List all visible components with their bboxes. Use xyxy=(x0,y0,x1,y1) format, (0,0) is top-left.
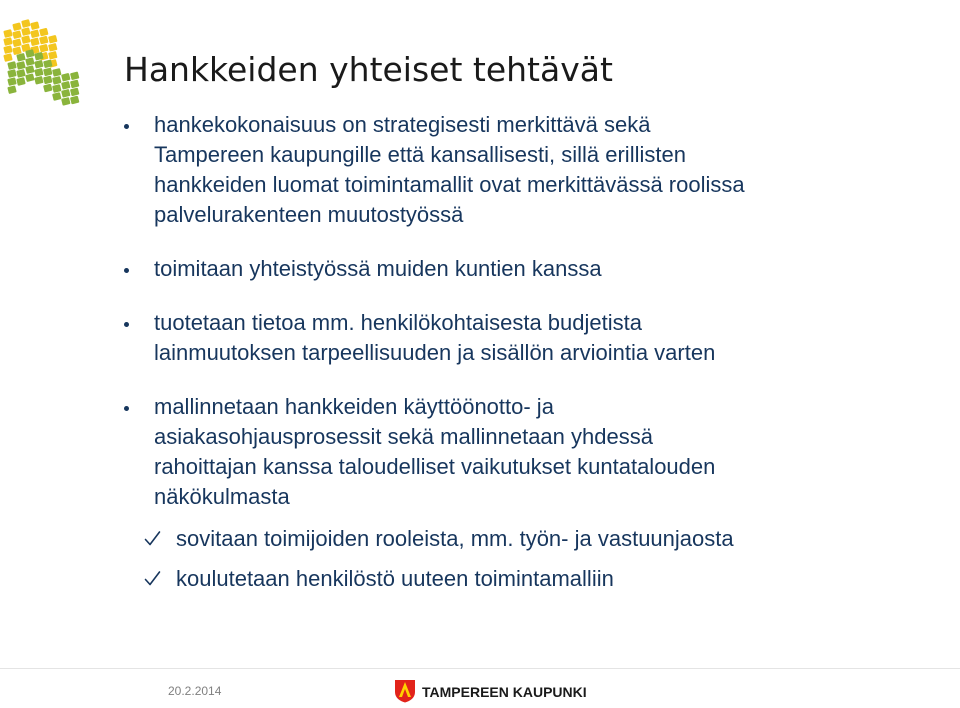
brand-name: TAMPEREEN KAUPUNKI xyxy=(422,684,587,700)
bullet-line: hankekokonaisuus on strategisesti merkittävä sekä xyxy=(154,112,651,137)
bullet-line: näkökulmasta xyxy=(154,484,290,509)
tampere-crest-icon xyxy=(394,679,416,703)
bullet-dot-icon xyxy=(124,322,129,327)
checkmark-icon xyxy=(144,570,161,587)
bullet-dot-icon xyxy=(124,268,129,273)
check-item xyxy=(144,564,924,594)
bullet-item xyxy=(124,254,924,284)
check-item xyxy=(144,524,924,554)
green-lattice-wave xyxy=(7,49,79,106)
bullet-list xyxy=(124,110,924,594)
bullet-dot-icon xyxy=(124,124,129,129)
bullet-item xyxy=(124,308,924,368)
check-item-label: sovitaan toimijoiden rooleista, mm. työn- ja vastuunjaosta xyxy=(176,526,734,551)
check-item-label: koulutetaan henkilöstö uuteen toimintamalliin xyxy=(176,566,614,591)
bullet-dot-icon xyxy=(124,406,129,411)
bullet-line: rahoittajan kanssa taloudelliset vaikutukset kuntatalouden xyxy=(154,454,716,479)
bullet-line: palvelurakenteen muutostyössä xyxy=(154,202,464,227)
footer-date: 20.2.2014 xyxy=(168,684,222,698)
bullet-line: lainmuutoksen tarpeellisuuden ja sisällön arviointia varten xyxy=(154,340,716,365)
footer-divider xyxy=(0,668,960,669)
bullet-item xyxy=(124,392,924,594)
bullet-item xyxy=(124,110,924,230)
slide-title: Hankkeiden yhteiset tehtävät xyxy=(124,50,613,89)
bullet-line: tuotetaan tietoa mm. henkilökohtaisesta budjetista xyxy=(154,310,642,335)
check-list xyxy=(144,524,924,594)
bullet-line: Tampereen kaupungille että kansallisesti, sillä erillisten xyxy=(154,142,686,167)
checkmark-icon xyxy=(144,530,161,547)
bullet-line: mallinnetaan hankkeiden käyttöönotto- ja xyxy=(154,394,554,419)
bullet-line: asiakasohjausprosessit sekä mallinnetaan yhdessä xyxy=(154,424,653,449)
bullet-line: hankkeiden luomat toimintamallit ovat merkittävässä roolissa xyxy=(154,172,745,197)
bullet-line: toimitaan yhteistyössä muiden kuntien kanssa xyxy=(154,256,602,281)
